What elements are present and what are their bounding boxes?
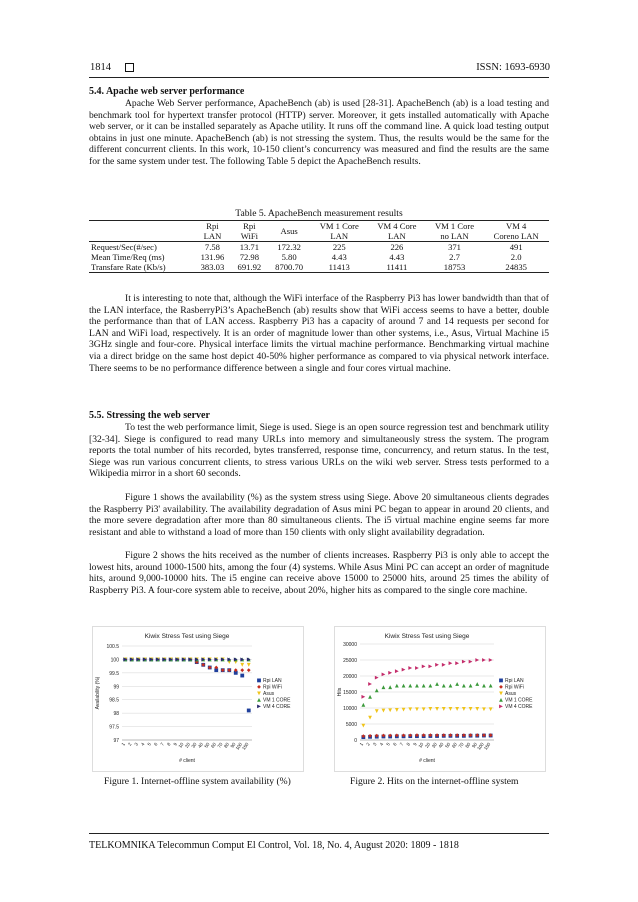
header-cell: LAN — [368, 231, 426, 242]
x-tick-label: 1 — [358, 741, 365, 747]
header-cell — [89, 221, 194, 232]
x-tick-label: 70 — [457, 741, 465, 749]
x-tick-label: 70 — [216, 741, 224, 749]
x-tick-label: 4 — [140, 741, 146, 747]
x-tick-label: 50 — [444, 741, 452, 749]
x-tick-label: 9 — [172, 741, 179, 747]
chart-title: Kiwix Stress Test using Siege — [384, 633, 470, 640]
x-tick-label: 5 — [385, 741, 391, 747]
y-tick-label: 99 — [113, 684, 119, 691]
y-tick-label: 99.5 — [109, 670, 119, 677]
data-point — [247, 709, 251, 713]
legend-entry: Asus — [505, 691, 517, 697]
header-cell — [89, 231, 194, 242]
x-tick-label: 3 — [372, 741, 378, 747]
x-tick-label: 8 — [405, 741, 412, 747]
x-tick-label: 4 — [378, 741, 385, 747]
section-5-5-paragraph-2 — [89, 492, 549, 538]
legend-entry: Rpi WiFi — [505, 684, 524, 691]
x-tick-label: 2 — [127, 741, 133, 747]
figure-1-chart — [92, 626, 304, 772]
table-cell: 4.43 — [389, 252, 405, 262]
y-tick-label: 15000 — [343, 690, 357, 696]
header-cell: VM 1 Core — [426, 221, 484, 232]
x-tick-label: 40 — [197, 741, 205, 749]
table-cell: 7.58 — [204, 242, 220, 252]
y-tick-label: 97 — [113, 738, 119, 744]
x-axis-label: # client — [419, 758, 435, 764]
y-tick-label: 98.5 — [109, 697, 119, 704]
table-cell: 11411 — [368, 262, 426, 273]
header-cell: Rpi — [231, 221, 268, 232]
data-point — [240, 674, 244, 678]
header-cell: VM 4 Core — [368, 221, 426, 232]
x-tick-label: 7 — [398, 741, 405, 747]
x-axis-label: # client — [179, 758, 195, 764]
x-tick-label: 6 — [153, 741, 159, 747]
x-tick-label: 30 — [430, 741, 438, 749]
legend-entry: VM 1 CORE — [263, 697, 291, 704]
y-tick-label: 10000 — [343, 706, 357, 712]
x-tick-label: 10 — [177, 741, 185, 749]
table-cell: 172.32 — [277, 242, 301, 252]
x-tick-label: 80 — [464, 741, 472, 749]
table-cell: 72.98 — [239, 252, 260, 262]
table-cell: 2.7 — [449, 252, 460, 262]
y-tick-label: 20000 — [343, 674, 357, 680]
header-cell: Rpi — [194, 221, 231, 232]
x-tick-label: 9 — [412, 741, 418, 747]
table-cell: 2.0 — [510, 252, 522, 262]
section-5-4-paragraph — [89, 98, 549, 168]
table-cell: 225 — [332, 242, 346, 252]
x-tick-label: 3 — [133, 741, 140, 747]
figure-1-caption: Figure 1. Internet-offline system availability (%) — [104, 776, 291, 787]
table-row — [89, 242, 549, 253]
x-tick-label: 40 — [437, 741, 445, 749]
page-number: 1814 — [90, 62, 111, 73]
header-cell: LAN — [310, 231, 368, 242]
x-tick-label: 10 — [417, 741, 425, 749]
table-cell: 24835 — [483, 262, 549, 273]
table-cell: 226 — [390, 242, 404, 252]
row-label: Transfare Rate (Kb/s) — [89, 262, 194, 273]
section-5-4-text: Apache Web Server performance, ApacheBench (ab) is used [28-31]. ApacheBench (ab) is a load testing and benchmark tool for hypertext transfer protocol (HTTP) server. Moreover, it gets installed automatically with Apache web server, or it can be installed separately as Apache utility. It runs off the command line. A quick load testing output obtains in just one minute. ApacheBench (ab) is not stressing the system. Thus, the results would be the same for the different concurrent clients. In this work, 10-150 client’s concurrency was measured and find the results are the same for the same system under test. The following Table 5 depict the ApacheBench results. — [89, 98, 549, 167]
y-tick-label: 100.5 — [106, 644, 119, 650]
x-tick-label: 60 — [450, 741, 458, 749]
journal-footer: TELKOMNIKA Telecommun Comput El Control, Vol. 18, No. 4, August 2020: 1809 - 1818 — [89, 840, 459, 851]
y-tick-label: 100 — [110, 657, 119, 664]
footer-rule — [89, 833, 549, 834]
header-cell: VM 4 — [483, 221, 549, 232]
table-header-row-2 — [89, 231, 549, 242]
row-label: Request/Sec(#/sec) — [91, 242, 157, 252]
table-5-caption: Table 5. ApacheBench measurement results — [235, 208, 403, 219]
x-tick-label: 2 — [365, 741, 371, 747]
section-5-5-text-1: To test the web performance limit, Siege is used. Siege is an open source regression test and benchmark utility [32-34]. Siege is configured to read many URLs into memory and simultaneously stress the system. The program reports the total number of hits recorded, bytes transferred, response time, concurrency, and return status. In the test, Siege was run various concurrent clients, to stress various URLs on the wiki web server. Stress tests performed to a Wikipedia mirror in a short 60 seconds. — [89, 422, 549, 480]
header-cell: Coreno LAN — [483, 231, 549, 242]
header-cell: WiFi — [231, 231, 268, 242]
figure-2-chart — [334, 626, 546, 772]
legend-entry: VM 4 CORE — [263, 704, 291, 710]
table-cell: 13.71 — [239, 242, 260, 252]
table-cell: 4.43 — [331, 252, 347, 262]
table-row — [89, 262, 549, 273]
table-cell: 383.03 — [194, 262, 231, 273]
table-cell: 5.80 — [281, 252, 297, 262]
discussion-text: It is interesting to note that, although the WiFi interface of the Raspberry Pi3 has lower bandwidth than that of the LAN interface, the RasberryPi3’s ApacheBench (ab) results show that WiFi access seems to have a better, double the performance than that of LAN access. Raspberry Pi3 has a capacity of around 7 and 14 requests per second for LAN and WiFi load, respectively. It is an order of magnitude lower than other systems, i.e., Asus, Virtual Machine i5 3GHz single and four-core. Physical interface limits the virtual machine performance. Benchmarking virtual machine via a direct bridge on the same host depict 40-50% higher performance as compared to via physical network interface. There seems to be no performance difference between a single and four cores virtual machine. — [89, 293, 549, 374]
x-tick-label: 80 — [223, 741, 231, 749]
table-cell: 691.92 — [231, 262, 268, 273]
table-cell: 131.96 — [200, 252, 225, 262]
header-cell: VM 1 Core — [310, 221, 368, 232]
x-tick-label: 8 — [166, 741, 172, 747]
header-cell: Asus — [268, 221, 311, 242]
x-tick-label: 30 — [190, 741, 198, 749]
legend-entry: Rpi LAN — [505, 678, 524, 684]
chart-title: Kiwix Stress Test using Siege — [144, 633, 230, 640]
legend-entry: VM 4 CORE — [505, 704, 533, 710]
header-rule — [89, 77, 549, 78]
table-5 — [89, 220, 549, 273]
y-tick-label: 98 — [113, 711, 119, 718]
table-cell: 371 — [448, 242, 461, 252]
y-tick-label: 5000 — [345, 722, 357, 728]
x-tick-label: 100 — [234, 741, 244, 751]
x-tick-label: 6 — [392, 741, 398, 747]
x-tick-label: 60 — [210, 741, 218, 749]
legend-entry: VM 1 CORE — [505, 697, 533, 704]
x-tick-label: 1 — [120, 741, 127, 747]
x-tick-label: 90 — [229, 741, 237, 749]
header-cell: LAN — [194, 231, 231, 242]
legend-entry: Asus — [263, 691, 275, 697]
header-cell: no LAN — [426, 231, 484, 242]
x-tick-label: 5 — [146, 741, 153, 747]
row-label: Mean Time/Req (ms) — [91, 252, 165, 262]
table-row — [89, 252, 549, 262]
running-header-left — [90, 62, 134, 73]
y-axis-label: Hits — [337, 687, 343, 697]
section-5-5-paragraph-3 — [89, 550, 549, 596]
y-tick-label: 25000 — [343, 658, 357, 664]
discussion-paragraph — [89, 293, 549, 374]
legend-entry: Rpi LAN — [263, 678, 282, 684]
figure-2-caption: Figure 2. Hits on the internet-offline system — [350, 776, 519, 787]
section-5-5-text-3: Figure 2 shows the hits received as the number of clients increases. Raspberry Pi3 is only able to accept the lowest hits, around 1000-1500 hits, among the four (4) systems. While Asus Mini PC can accept an order of magnitude hits, around 9,000-10000 hits. The i5 engine can receive above 15000 to 25000 hits, around 25 times the ability of Raspberry Pi3. A four-core system able to receive, about 20%, higher hits as compared to the single core machine. — [89, 550, 549, 596]
x-tick-label: 150 — [482, 741, 492, 751]
section-5-4-title: 5.4. Apache web server performance — [89, 86, 245, 97]
x-tick-label: 100 — [476, 741, 485, 751]
table-cell: 11413 — [310, 262, 368, 273]
y-tick-label: 0 — [354, 738, 357, 744]
table-cell: 491 — [509, 242, 523, 252]
table-cell: 8700.70 — [268, 262, 311, 273]
legend-marker — [499, 679, 503, 683]
legend-entry: Rpi WiFi — [263, 684, 282, 691]
x-tick-label: 20 — [424, 741, 432, 749]
x-tick-label: 90 — [471, 741, 479, 749]
x-tick-label: 150 — [241, 741, 250, 751]
square-icon — [125, 63, 134, 72]
x-tick-label: 20 — [184, 741, 192, 749]
section-5-5-text-2: Figure 1 shows the availability (%) as the system stress using Siege. Above 20 simultaneous clients degrades the Raspberry Pi3' availability. The availability degradation of Asus mini PC began to appear in around 20 clients, and the more severe degradation after more than 80 simultaneous clients. The i5 virtual machine engine seems far more resistant and able to withstand a load of more than 150 clients with only slight availability degradation. — [89, 492, 549, 538]
table-cell: 18753 — [426, 262, 484, 273]
issn-label: ISSN: 1693-6930 — [476, 62, 550, 73]
x-tick-label: 7 — [159, 741, 166, 747]
y-tick-label: 97.5 — [109, 724, 119, 731]
x-tick-label: 50 — [203, 741, 211, 749]
y-axis-label: Availability (%) — [95, 676, 101, 710]
y-tick-label: 30000 — [343, 642, 357, 648]
section-5-5-title: 5.5. Stressing the web server — [89, 410, 210, 421]
legend-marker — [257, 679, 261, 683]
table-header-row-1 — [89, 221, 549, 232]
section-5-5-paragraph-1 — [89, 422, 549, 480]
